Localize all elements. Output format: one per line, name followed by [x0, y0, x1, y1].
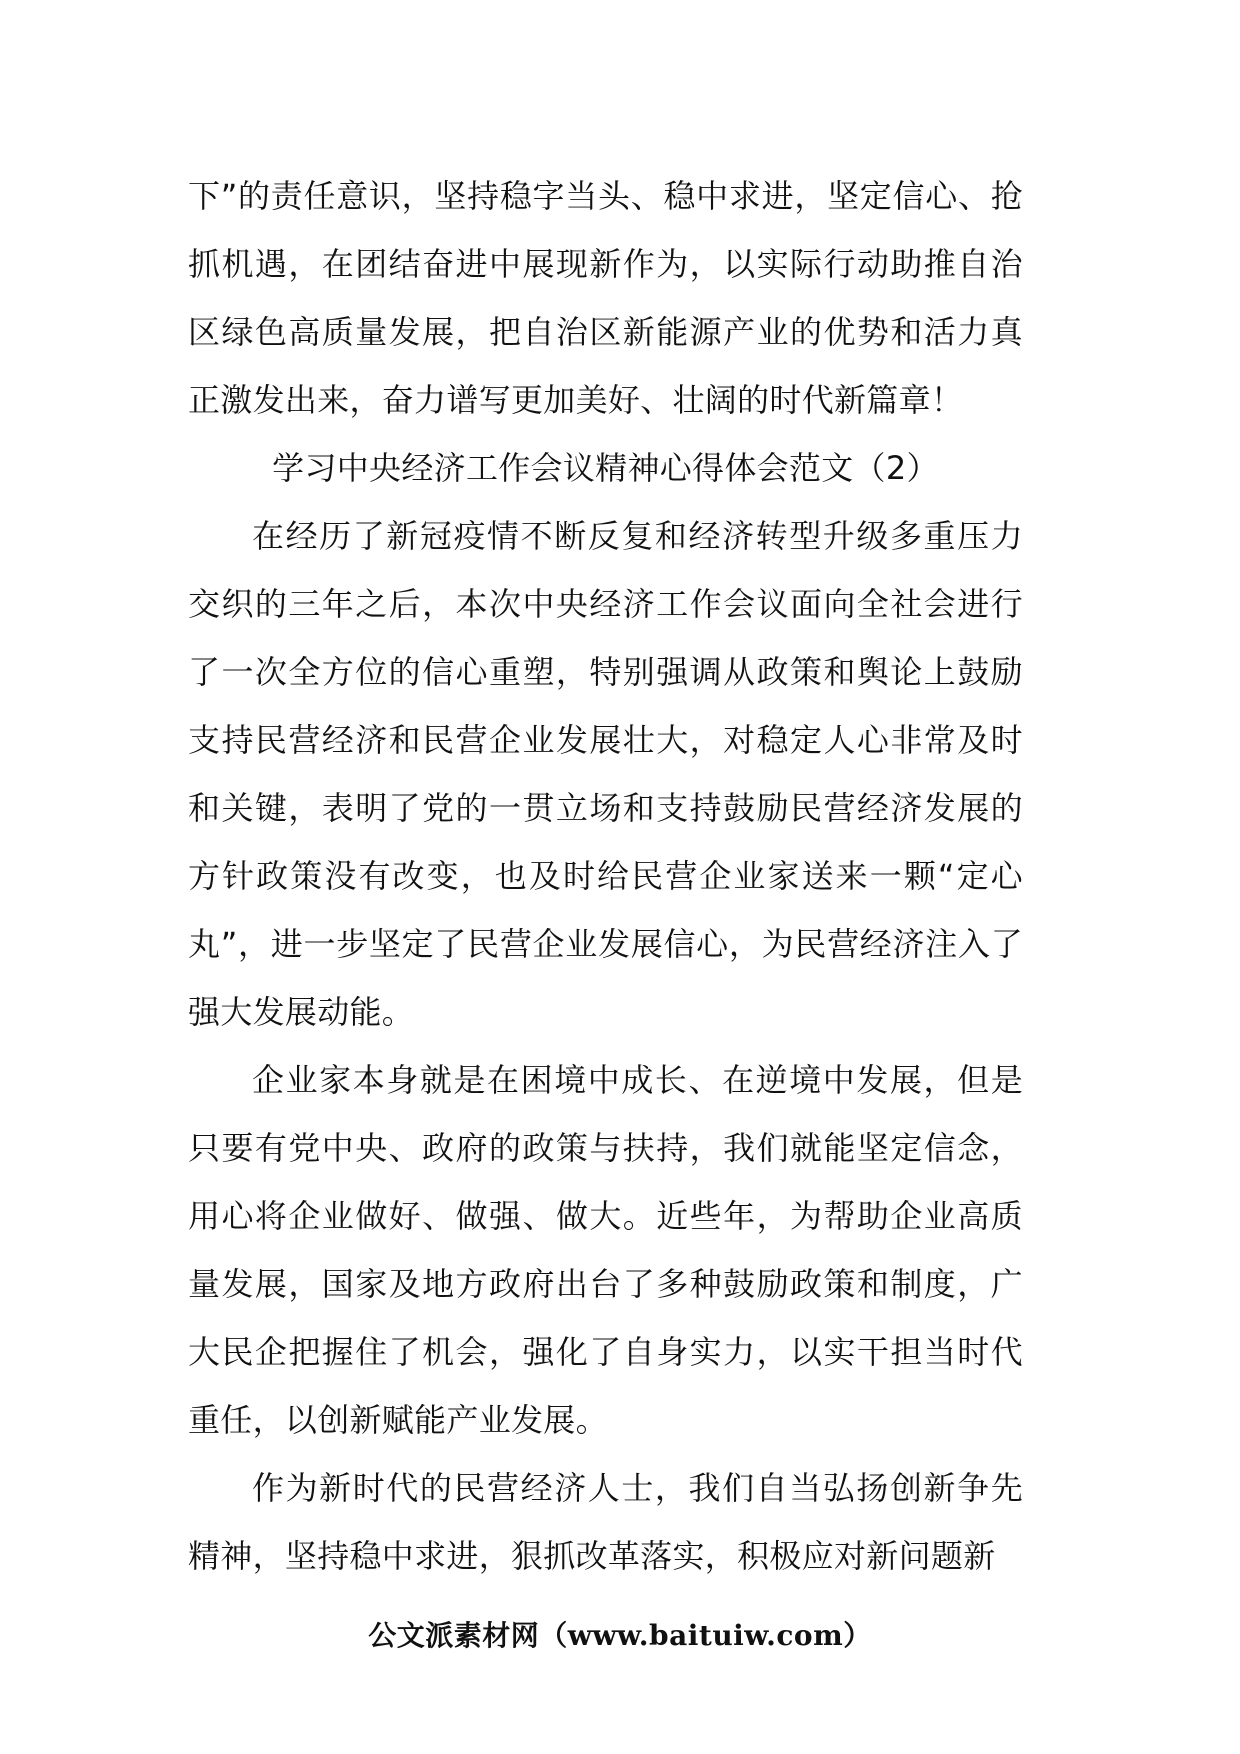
footer-watermark: 公文派素材网（www.baituiw.com）: [368, 1619, 872, 1652]
section-title: 学习中央经济工作会议精神心得体会范文（2）: [272, 449, 939, 487]
continued-paragraph: 下”的责任意识，坚持稳字当头、稳中求进，坚定信心、抢抓机遇，在团结奋进中展现新作为，以实际行动助推自治区绿色高质量发展，把自治区新能源产业的优势和活力真正激发出来，奋力谱写更加美好、壮阔的时代新篇章！: [188, 177, 1023, 419]
paragraph-2: 企业家本身就是在困境中成长、在逆境中发展，但是只要有党中央、政府的政策与扶持，我们就能坚定信念，用心将企业做好、做强、做大。近些年，为帮助企业高质量发展，国家及地方政府出台了多种鼓励政策和制度，广大民企把握住了机会，强化了自身实力，以实干担当时代重任，以创新赋能产业发展。: [188, 1061, 1023, 1439]
document-body: [188, 162, 1023, 1590]
paragraph-1: 在经历了新冠疫情不断反复和经济转型升级多重压力交织的三年之后，本次中央经济工作会议面向全社会进行了一次全方位的信心重塑，特别强调从政策和舆论上鼓励支持民营经济和民营企业发展壮大，对稳定人心非常及时和关键，表明了党的一贯立场和支持鼓励民营经济发展的方针政策没有改变，也及时给民营企业家送来一颗“定心丸”，进一步坚定了民营企业发展信心，为民营经济注入了强大发展动能。: [188, 517, 1023, 1031]
paragraph-3: 作为新时代的民营经济人士，我们自当弘扬创新争先精神，坚持稳中求进，狠抓改革落实，积极应对新问题新: [188, 1469, 1023, 1575]
